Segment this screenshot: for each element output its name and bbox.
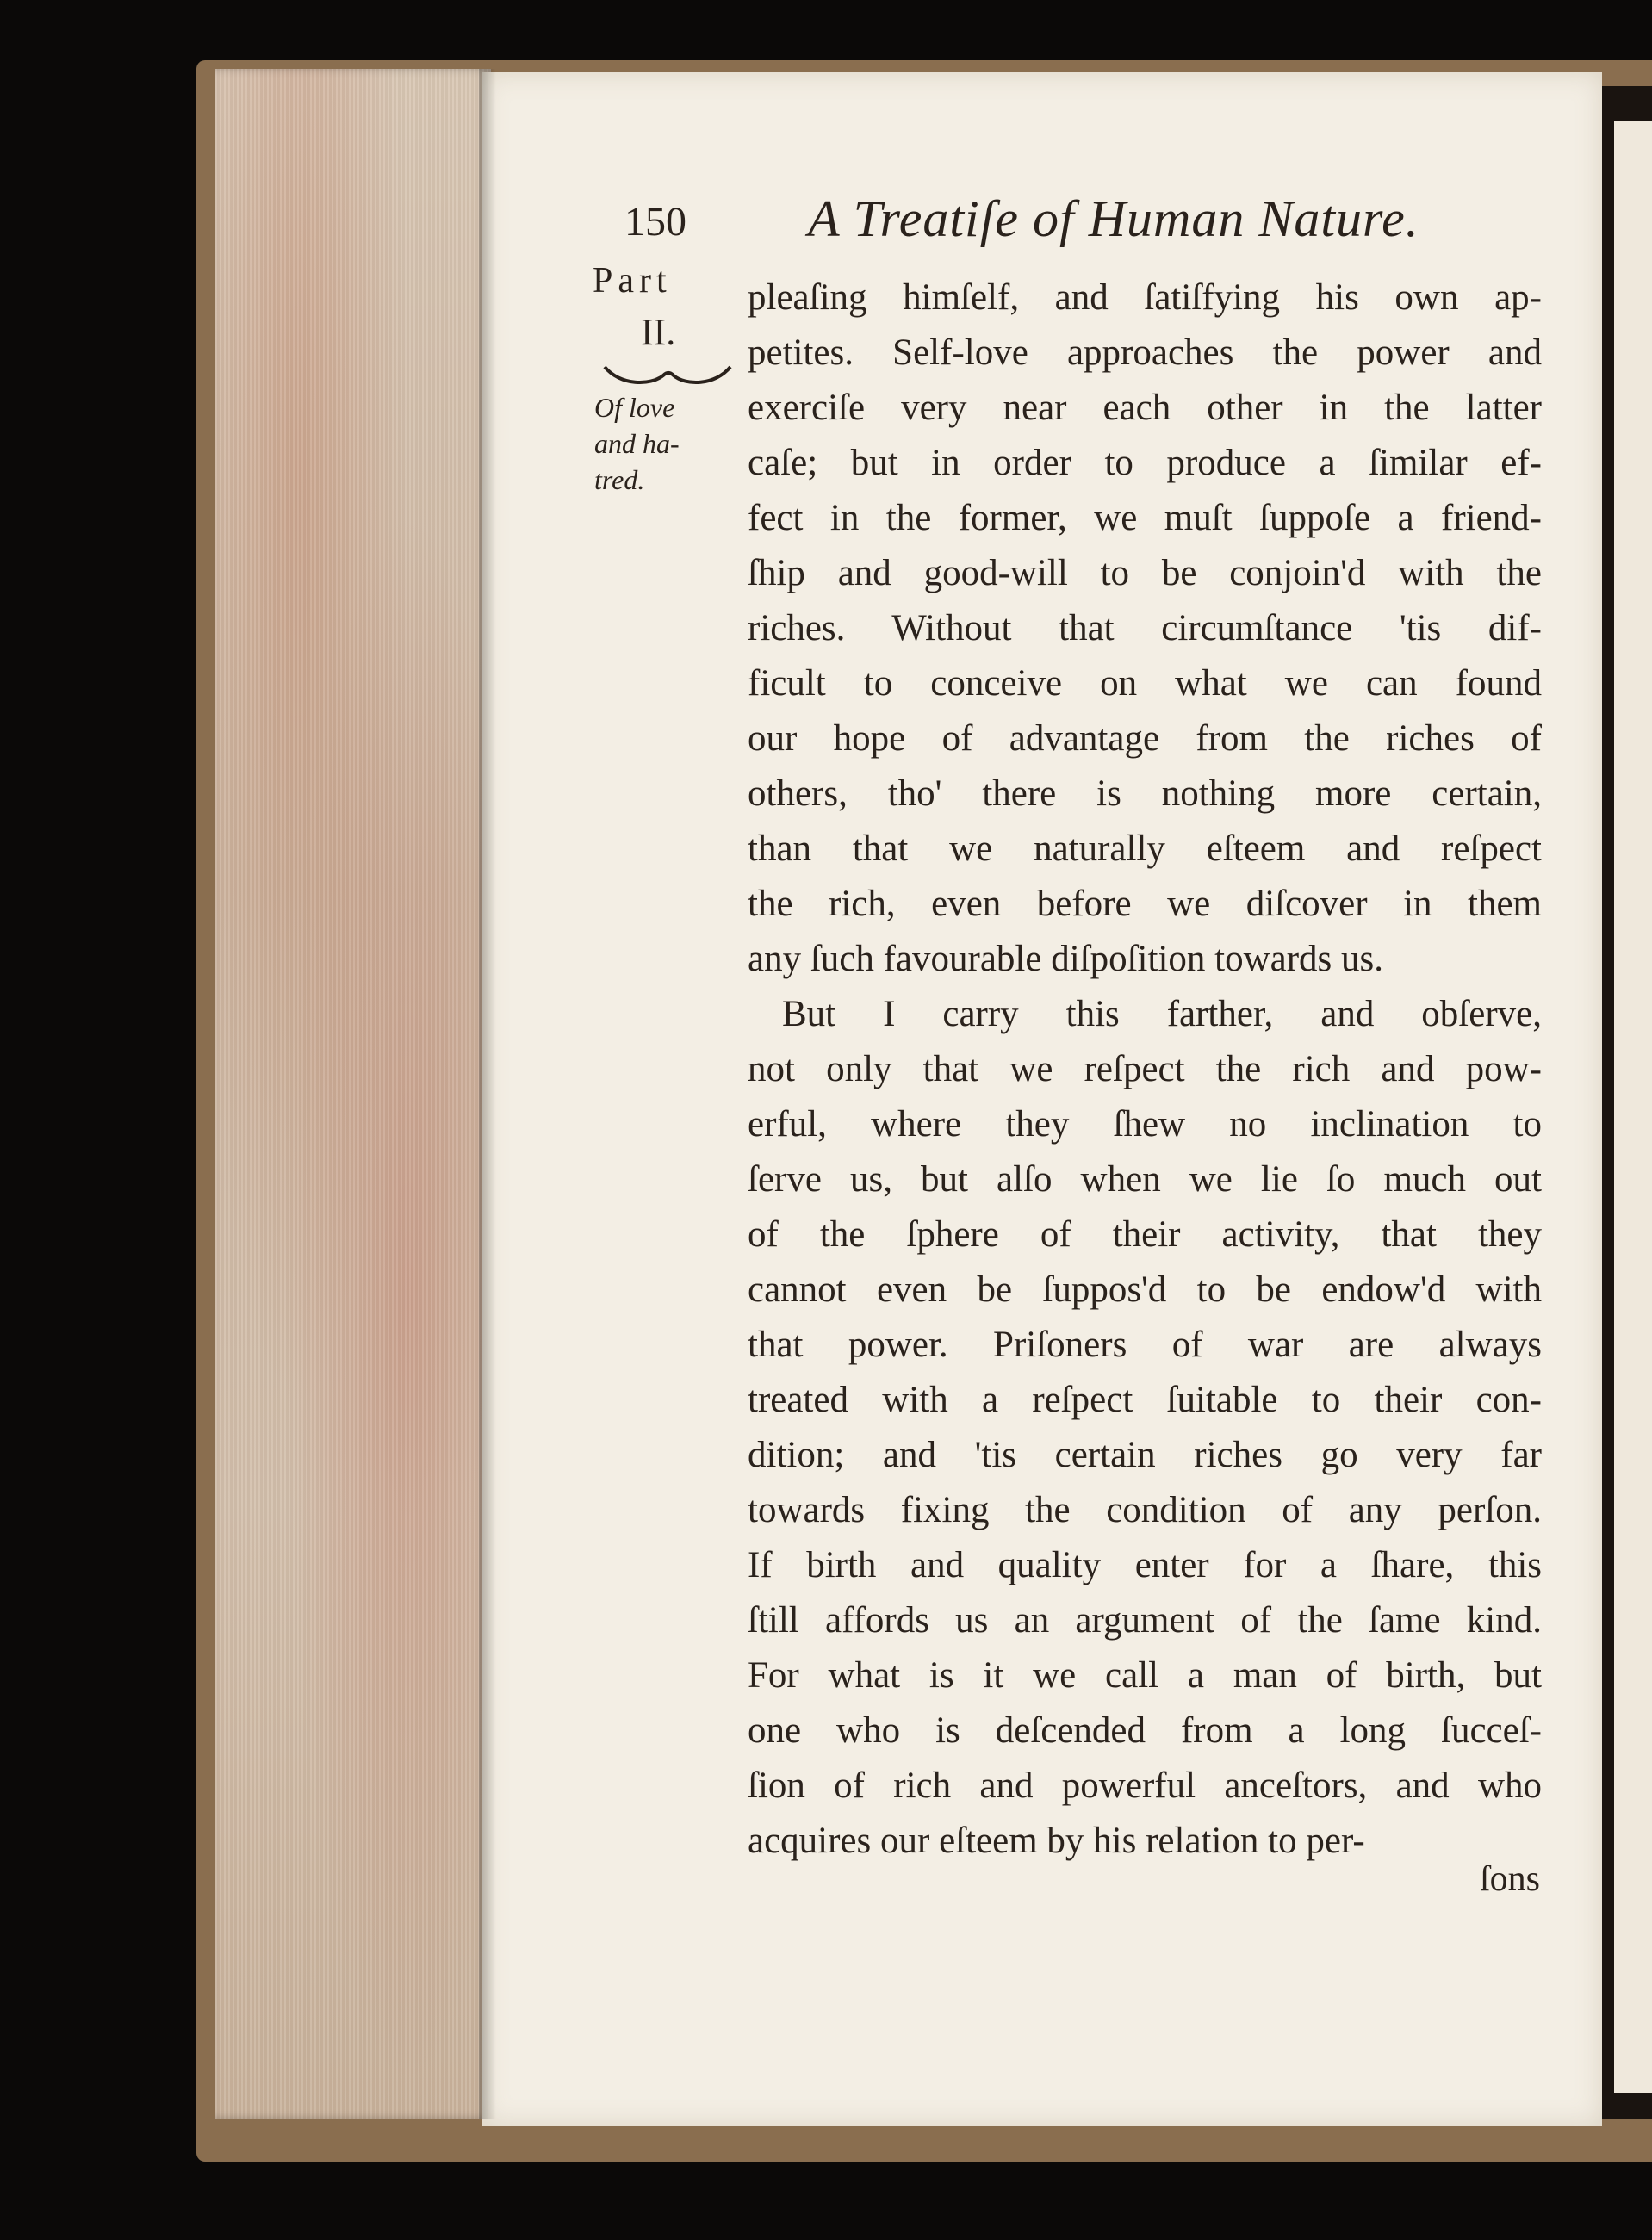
text-line: towards fixing the condition of any perſon. (748, 1490, 1542, 1530)
page-number: 150 (624, 199, 686, 245)
text-line: caſe; but in order to produce a ſimilar ef- (748, 443, 1542, 483)
text-line: ſhip and good-will to be conjoin'd with the (748, 553, 1542, 593)
text-line: ſion of rich and powerful anceſtors, and who (748, 1765, 1542, 1806)
page-block-edge (215, 69, 491, 2119)
page-shadow (479, 69, 496, 2119)
text-line: ſerve us, but alſo when we lie ſo much out (748, 1159, 1542, 1200)
text-line: of the ſphere of their activity, that they (748, 1214, 1542, 1255)
text-line: not only that we reſpect the rich and pow- (748, 1049, 1542, 1089)
text-line: others, tho' there is nothing more certain, (748, 773, 1542, 814)
text-line: For what is it we call a man of birth, but (748, 1655, 1542, 1696)
text-line: that power. Priſoners of war are always (748, 1325, 1542, 1365)
text-line: exerciſe very near each other in the latter (748, 388, 1542, 428)
text-line: ſtill affords us an argument of the ſame kind. (748, 1600, 1542, 1641)
text-line: the rich, even before we diſcover in them (748, 884, 1542, 924)
text-line: fect in the former, we muſt ſuppoſe a friend- (748, 498, 1542, 538)
text-line: erful, where they ſhew no inclination to (748, 1104, 1542, 1145)
sidenote-line: and ha- (594, 428, 680, 459)
sidenote-line: tred. (594, 464, 645, 495)
part-number: II. (641, 311, 676, 353)
text-line: cannot even be ſuppos'd to be endow'd with (748, 1269, 1542, 1310)
text-line: If birth and quality enter for a ſhare, this (748, 1545, 1542, 1585)
text-line: treated with a reſpect ſuitable to their con- (748, 1380, 1542, 1420)
facing-page-edge (1614, 121, 1652, 2093)
text-line: than that we naturally eſteem and reſpect (748, 828, 1542, 869)
text-line: dition; and 'tis certain riches go very far (748, 1435, 1542, 1475)
text-line: any ſuch favourable diſpoſition towards us. (748, 939, 1384, 979)
text-line: petites. Self-love approaches the power and (748, 332, 1542, 373)
part-label: Part (593, 261, 672, 301)
body-text (748, 270, 1542, 1869)
text-line: our hope of advantage from the riches of (748, 718, 1542, 759)
text-line: pleaſing himſelf, and ſatiſfying his own ap- (748, 277, 1542, 318)
sidenote-line: Of love (594, 392, 675, 423)
text-line: But I carry this farther, and obſerve, (782, 994, 1542, 1034)
text-line: one who is deſcended from a long ſucceſ- (748, 1710, 1542, 1751)
catchword: ſons (1480, 1859, 1541, 1899)
text-line: riches. Without that circumſtance 'tis dif- (748, 608, 1542, 648)
text-line: acquires our eſteem by his relation to per- (748, 1821, 1365, 1861)
text-line: ficult to conceive on what we can found (748, 663, 1542, 704)
margin-sidenote (594, 389, 732, 498)
running-head: A Treatiſe of Human Nature. (808, 190, 1419, 247)
